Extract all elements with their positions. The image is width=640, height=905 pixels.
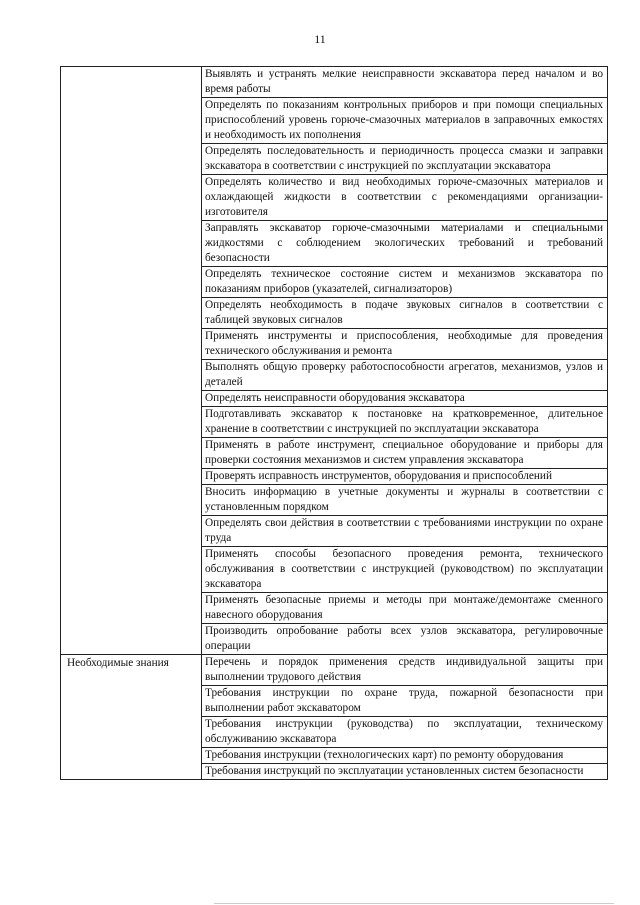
table-row (61, 360, 608, 391)
row-label (61, 298, 202, 329)
table-row (61, 329, 608, 360)
row-label (61, 221, 202, 267)
row-label (61, 469, 202, 485)
row-label (61, 98, 202, 144)
row-text: Выявлять и устранять мелкие неисправности экскаватора перед началом и во время работы (202, 67, 608, 98)
row-text: Определять неисправности оборудования экскаватора (202, 391, 608, 407)
section-label-knowledge: Необходимые знания (61, 655, 202, 686)
row-text: Применять в работе инструмент, специальное оборудование и приборы для проверки состояния механизмов и систем управления экскаватора (202, 438, 608, 469)
table-row (61, 547, 608, 593)
table-row (61, 469, 608, 485)
table-row (61, 717, 608, 748)
table-row (61, 391, 608, 407)
row-label (61, 175, 202, 221)
row-text: Применять безопасные приемы и методы при монтаже/демонтаже сменного навесного оборудования (202, 593, 608, 624)
table-row (61, 98, 608, 144)
row-text: Требования инструкций по эксплуатации установленных систем безопасности (202, 764, 608, 780)
row-text: Определять техническое состояние систем и механизмов экскаватора по показаниям приборов (указателей, сигнализаторов) (202, 267, 608, 298)
row-label (61, 593, 202, 624)
table-row (61, 407, 608, 438)
row-text: Проверять исправность инструментов, оборудования и приспособлений (202, 469, 608, 485)
table-row (61, 175, 608, 221)
row-text: Определять необходимость в подаче звуковых сигналов в соответствии с таблицей звуковых сигналов (202, 298, 608, 329)
table-row (61, 686, 608, 717)
row-label (61, 748, 202, 764)
table-row (61, 624, 608, 655)
table-row (61, 438, 608, 469)
row-text: Требования инструкции по охране труда, пожарной безопасности при выполнении работ экскаватором (202, 686, 608, 717)
row-label (61, 547, 202, 593)
row-label (61, 438, 202, 469)
row-label (61, 516, 202, 547)
row-text: Вносить информацию в учетные документы и журналы в соответствии с установленным порядком (202, 485, 608, 516)
row-text: Выполнять общую проверку работоспособности агрегатов, механизмов, узлов и деталей (202, 360, 608, 391)
row-label (61, 144, 202, 175)
row-text: Требования инструкции (руководства) по эксплуатации, техническому обслуживанию экскаватора (202, 717, 608, 748)
row-label (61, 717, 202, 748)
table-row (61, 593, 608, 624)
row-text: Подготавливать экскаватор к постановке на кратковременное, длительное хранение в соответствии с инструкцией по эксплуатации экскаватора (202, 407, 608, 438)
row-label (61, 485, 202, 516)
row-text: Определять по показаниям контрольных приборов и при помощи специальных приспособлений уровень горюче-смазочных материалов в заправочных емкостях и необходимость их пополнения (202, 98, 608, 144)
row-text: Производить опробование работы всех узлов экскаватора, регулировочные операции (202, 624, 608, 655)
page-number: 11 (314, 32, 326, 46)
row-label (61, 686, 202, 717)
row-label (61, 764, 202, 780)
row-label (61, 391, 202, 407)
row-text: Требования инструкции (технологических карт) по ремонту оборудования (202, 748, 608, 764)
row-label (61, 267, 202, 298)
row-text: Заправлять экскаватор горюче-смазочными материалами и специальными жидкостями с соблюдением экологических требований и требований безопасности (202, 221, 608, 267)
row-text: Определять количество и вид необходимых горюче-смазочных материалов и охлаждающей жидкости в соответствии с рекомендациями организации-изготовителя (202, 175, 608, 221)
row-text: Определять последовательность и периодичность процесса смазки и заправки экскаватора в соответствии с инструкцией по эксплуатации экскаватора (202, 144, 608, 175)
table-row (61, 67, 608, 98)
row-text: Применять инструменты и приспособления, необходимые для проведения технического обслуживания и ремонта (202, 329, 608, 360)
table-row (61, 267, 608, 298)
scan-edge-line (214, 903, 614, 904)
table-row (61, 221, 608, 267)
competency-table (60, 66, 608, 780)
table-row (61, 655, 608, 686)
row-label (61, 360, 202, 391)
table-row (61, 516, 608, 547)
row-label (61, 624, 202, 655)
row-label (61, 67, 202, 98)
table-row (61, 485, 608, 516)
row-text: Применять способы безопасного проведения ремонта, технического обслуживания в соответствии с инструкцией (руководством) по эксплуатации экскаватора (202, 547, 608, 593)
table-row (61, 748, 608, 764)
table-row (61, 144, 608, 175)
row-text: Определять свои действия в соответствии с требованиями инструкции по охране труда (202, 516, 608, 547)
row-text: Перечень и порядок применения средств индивидуальной защиты при выполнении трудового действия (202, 655, 608, 686)
table-row (61, 298, 608, 329)
table-row (61, 764, 608, 780)
row-label (61, 329, 202, 360)
row-label (61, 407, 202, 438)
